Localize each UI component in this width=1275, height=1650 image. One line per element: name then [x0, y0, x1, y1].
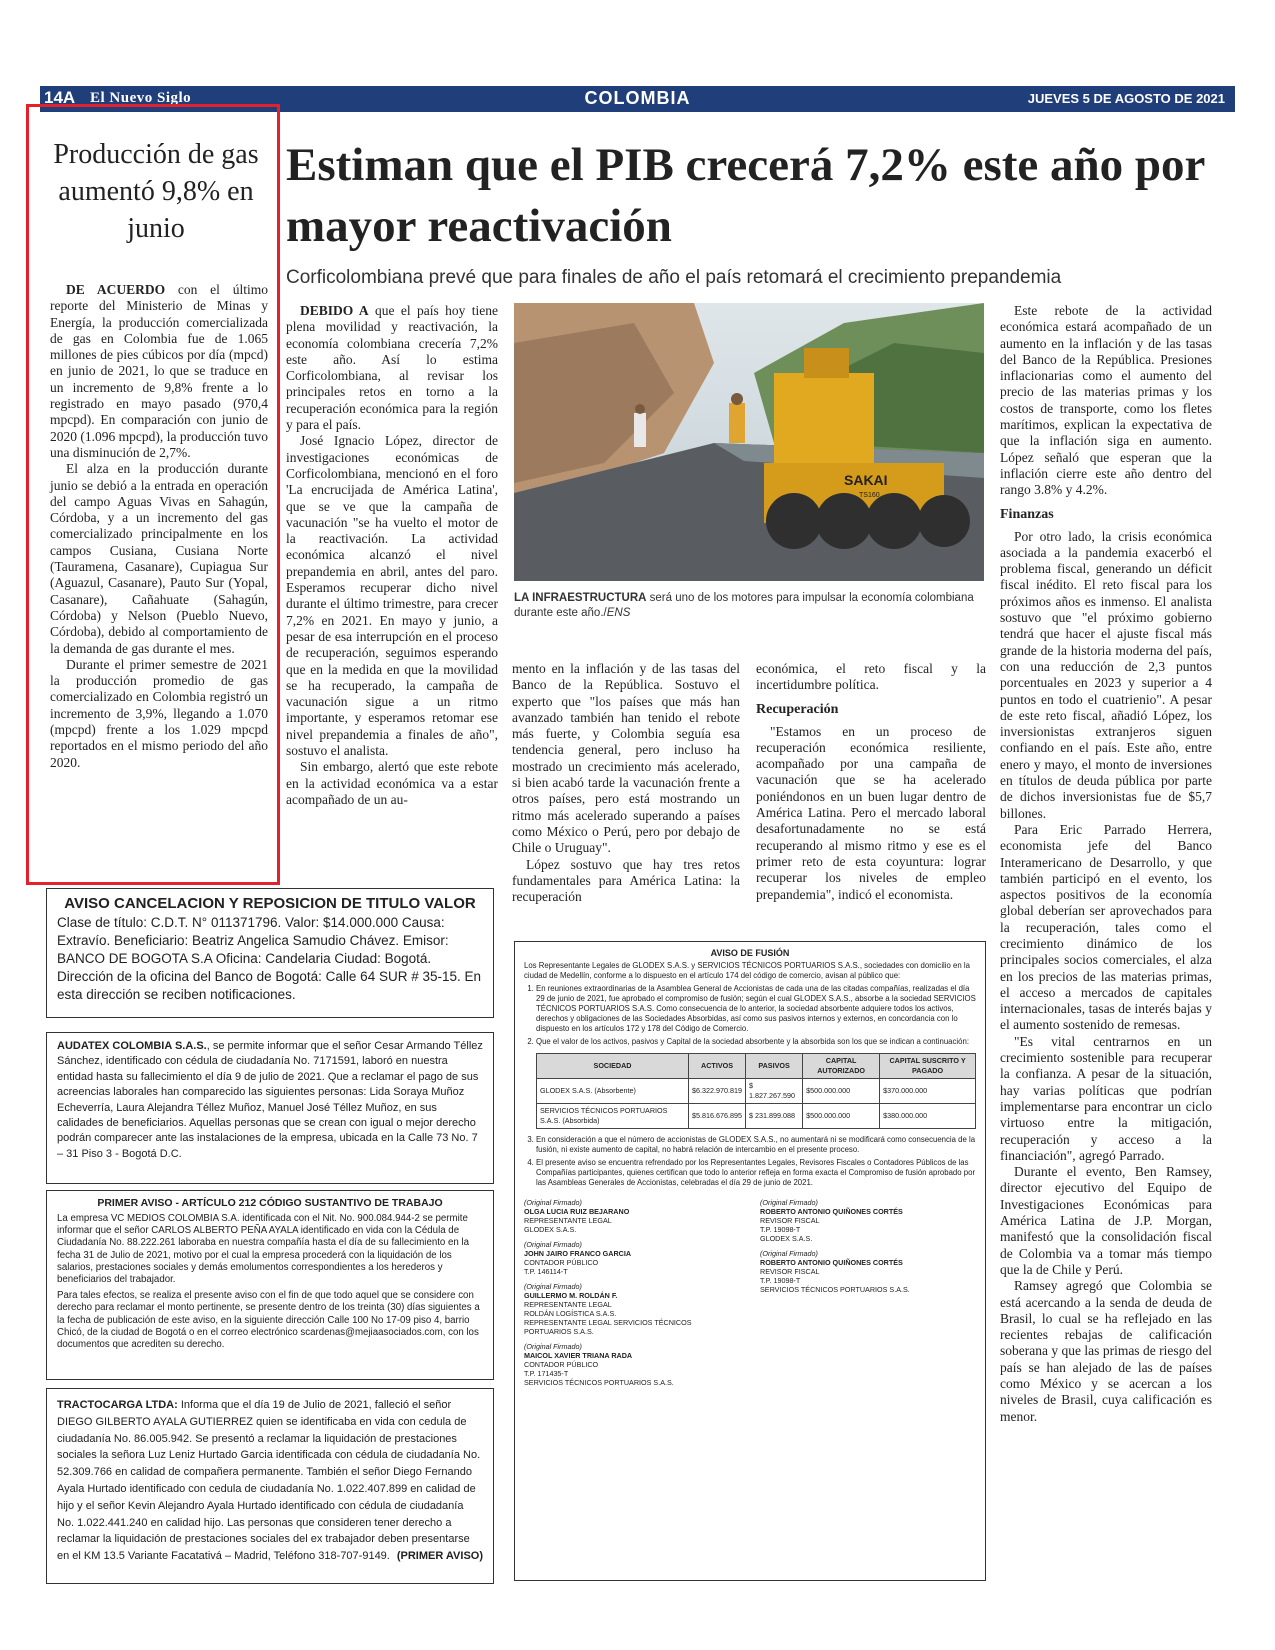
labor-code-notice — [46, 1190, 494, 1380]
table-cell: $6.322.970.819 — [689, 1079, 746, 1104]
article-column-2 — [512, 661, 740, 905]
signature-line: GLODEX S.A.S. — [760, 1234, 813, 1243]
table-header-row — [537, 1054, 976, 1079]
table-header-cell: CAPITAL SUSCRITO Y PAGADO — [880, 1054, 976, 1079]
signature-line: (Original Firmado) — [760, 1198, 818, 1207]
article-column-3 — [756, 661, 986, 903]
signature-line: ROLDÁN LOGÍSTICA S.A.S. — [524, 1309, 617, 1318]
signature-line: (Original Firmado) — [524, 1240, 582, 1249]
article-column-1 — [286, 303, 498, 808]
notice-paragraph: La empresa VC MEDIOS COLOMBIA S.A. identificada con el Nit. No. 900.084.944-2 se permite informar que el señor CARLOS ALBERTO PEÑA AYALA identificado en vida con la Cédula de Ciudadanía No. 88.222.261 laboraba en nuestra compañía hasta el día de su fallecimiento en la fecha 31 de Julio de 2021, motivo por el cual la empresa procederá con la liquidación de los salarios, prestaciones sociales y demás emolumentos correspondientes a los herederos y beneficiarios del trabajador. — [57, 1213, 470, 1286]
notice-list — [536, 984, 976, 1188]
section-name: COLOMBIA — [584, 88, 691, 108]
article-paragraph: Por otro lado, la crisis económica asociada a la pandemia exacerbó el problema fiscal, generando un déficit fiscal inédito. El reto fiscal para los próximos años es inmenso. El analista sostuvo que "el próximo gobierno tendrá que hacer el ajuste fiscal más grande de la historia moderna del país, con una reducción de 2,3 puntos porcentuales en 2023 y superior a 4 puntos en todo el cuatrienio". A pesar de este reto fiscal, añadió López, los inversionistas extranjeros siguen confiando en el país. Este año, entre enero y mayo, el monto de inversiones en títulos de deuda pública por parte de dichos inversionistas fue de $5,7 billones. — [1000, 528, 1212, 821]
issue-date: JUEVES 5 DE AGOSTO DE 2021 — [1027, 91, 1225, 106]
signature-line: GLODEX S.A.S. — [524, 1225, 577, 1234]
notice-item: 4. El presente aviso se encuentra refrendado por los Representantes Legales, Revisores Fiscales o Contadores Públicos de las Compañías participantes, quienes certifican que todo lo anterior refleja en forma exacta el Compromiso de fusión aprobado por las Asambleas Generales de Accionistas, celebradas el día 29 de junio de 2021. — [536, 1158, 976, 1188]
table-cell: GLODEX S.A.S. (Absorbente) — [537, 1079, 689, 1104]
signature-column-right — [760, 1198, 976, 1393]
signature-line: REPRESENTANTE LEGAL — [524, 1300, 612, 1309]
main-headline: Estiman que el PIB crecerá 7,2% este año por mayor reactivación — [286, 139, 1205, 252]
signature-block — [760, 1249, 976, 1294]
lead-caps: DE ACUERDO — [66, 282, 166, 297]
road-roller-photo — [514, 303, 984, 581]
signature-block — [524, 1240, 740, 1276]
table-row — [537, 1079, 976, 1104]
signature-line: JOHN JAIRO FRANCO GARCIA — [524, 1249, 632, 1258]
gas-p1: con el último reporte del Ministerio de Minas y Energía, la producción comercializada de gas en Colombia fue de 1.065 millones de pies cúbicos por día (mpcd) en junio de 2021, lo que se traduce en un incremento de 9,8% frente a lo registrado en mayo pasado (970,4 mpcpd). En comparación con junio de 2020 (1.096 mpcpd), la producción tuvo una disminución de 2,7%. — [50, 282, 268, 460]
gas-paragraph: Durante el primer semestre de 2021 la producción promedio de gas comercializado en Colombia registró un incremento de 3,9%, llegando a 1.070 (mpcpd) frente a los 1.029 mpcpd reportados en el mismo periodo del año 2020. — [50, 656, 268, 770]
notice-item: 1. En reuniones extraordinarias de la Asamblea General de Accionistas de cada una de las citadas compañías, realizadas el día 29 de junio de 2021, fue aprobado el compromiso de fusión; según el cual GLODEX S.A.S., absorbe a la sociedad SERVICIOS TÉCNICOS PORTUARIOS S.A.S. Como consecuencia de lo anterior, la sociedad absorbente adquiere todos los activos, derechos y obligaciones de las Sociedades Absorbidas, así como sus pasivos internos y externos, en concordancia con lo dispuesto en los artículos 172 y 178 del Código de Comercio. — [536, 984, 976, 1034]
signature-line: ROBERTO ANTONIO QUIÑONES CORTÉS — [760, 1258, 903, 1267]
signature-line: T.P. 146114-T — [524, 1267, 568, 1276]
notice-item: 3. En consideración a que el número de accionistas de GLODEX S.A.S., no aumentará ni se modificará como consecuencia de la fusión, ni existe aumento de capital, no habrá relación de intercambio en el presente proceso. — [536, 1135, 976, 1155]
notice-tag: (PRIMER AVISO) — [396, 1550, 483, 1563]
article-paragraph: Ramsey agregó que Colombia se está acercando a la senda de deuda de Brasil, lo cual se ha reflejado en las recientes rebajas de calificación soberana y que las primas de riesgo del país se han alejado de las de países como México y se acercan a los niveles de Brasil, cuya calificación es menor. — [1000, 1278, 1212, 1424]
signatures — [524, 1198, 976, 1393]
article-paragraph — [286, 303, 498, 433]
merger-notice — [514, 941, 986, 1581]
subhead-finanzas: Finanzas — [1000, 506, 1054, 522]
signature-line: T.P. 171435-T — [524, 1369, 569, 1378]
notice-paragraph: Para tales efectos, se realiza el presente aviso con el fin de que todo aquel que se considere con derecho para reclamar el monto pertinente, se presente dentro de los treinta (30) días siguientes a la fecha de publicación de este aviso, en la siguiente dirección Calle 100 No 17-09 piso 4, barrio Chicó, de la ciudad de Bogotá o en el correo electrónico scardenas@mejiaasociados.com, con los documentos que acrediten su derecho. — [57, 1290, 480, 1351]
signature-line: SERVICIOS TÉCNICOS PORTUARIOS S.A.S. — [524, 1378, 674, 1387]
signature-line: (Original Firmado) — [524, 1198, 582, 1207]
publication-name: El Nuevo Siglo — [90, 90, 192, 106]
colA-p1: que el país hoy tiene plena movilidad y reactivación, la economía colombiana crecería 7,2% este año. Así lo estima Corficolombiana, al revisar los principales retos en torno a la recuperación económica para la región y para el país. — [286, 303, 498, 433]
article-paragraph: mento en la inflación y de las tasas del Banco de la República. Sostuvo el experto que "los países que más han avanzado también han tenido el rebote más fuerte, y Colombia seguía esa tendencia general, pero incluso ha mostrado un crecimiento más acelerado, si bien acabó tarde la vacunación frente a otros países, pero está mostrando un ritmo más acelerado superando a países como México o Perú, pero por debajo de Chile o Uruguay". — [512, 661, 740, 856]
notice-item-text: Que el valor de los activos, pasivos y Capital de la sociedad absorbente y la absorbida son los que se indican a continuación: — [536, 1037, 969, 1046]
page-number: 14A — [44, 88, 76, 107]
table-cell: $370.000.000 — [880, 1079, 976, 1104]
signature-line: ROBERTO ANTONIO QUIÑONES CORTÉS — [760, 1207, 903, 1216]
signature-block — [524, 1198, 740, 1234]
table-header-cell: CAPITAL AUTORIZADO — [803, 1054, 880, 1079]
notice-title: PRIMER AVISO - ARTÍCULO 212 CÓDIGO SUSTANTIVO DE TRABAJO — [97, 1197, 443, 1209]
article-paragraph: Sin embargo, alertó que este rebote en la actividad económica va a estar acompañado de un au- — [286, 759, 498, 807]
caption-caps: LA INFRAESTRUCTURA — [514, 592, 647, 604]
article-paragraph: Este rebote de la actividad económica estará acompañado de un aumento en la inflación y de las tasas del Banco de la República. Presiones inflacionarias como el aumento del precio de las materias primas y los costos de transporte, como los fletes marítimos, explican la expectativa de que la inflación siga en aumento. López señaló que esperan que la inflación cierre este año dentro del rango 3.8% y 4.2%. — [1000, 303, 1212, 498]
notice-title: AVISO CANCELACION Y REPOSICION DE TITULO VALOR — [64, 895, 476, 912]
table-cell: $500.000.000 — [803, 1104, 880, 1129]
article-paragraph: "Estamos en un proceso de recuperación económica resiliente, acompañado por una campaña de vacunación que se ha acelerado poniéndonos en un buen lugar dentro de América Latina. Pero el mercado laboral desafortunadamente no se está recuperando al mismo ritmo y ese es el primer reto de esta coyuntura: lograr recuperar los niveles de empleo prepandemia", indicó el economista. — [756, 723, 986, 902]
signature-line: REPRESENTANTE LEGAL — [524, 1216, 612, 1225]
notice-body: Informa que el día 19 de Julio de 2021, falleció el señor DIEGO GILBERTO AYALA GUTIERREZ quien se identificaba en vida con cedula de ciudadanía No. 86.005.942. Se presentó a reclamar la liquidación de prestaciones sociales la señora Luz Leniz Hurtado Garcia identificada con cédula de ciudadanía No. 52.309.766 en calidad de compañera permanente. También el señor Diego Fernando Ayala Hurtado identificado con cedula de ciudadanía No. 1.022.407.899 en calidad de hijo y el señor Kevin Alejandro Ayala Hurtado identificado con cédula de ciudadanía No. 1.022.441.240 en calidad hijo. Las personas que consideren tener derecho a reclamar la liquidación de prestaciones sociales del ex trabajador deben presentarse en el KM 13.5 Variante Facatativá – Madrid, Teléfono 318-707-9149. — [57, 1399, 481, 1563]
signature-line: GUILLERMO M. ROLDÁN F. — [524, 1291, 618, 1300]
notice-company: AUDATEX COLOMBIA S.A.S. — [57, 1040, 207, 1052]
signature-block — [760, 1198, 976, 1243]
table-header-cell: SOCIEDAD — [537, 1054, 689, 1079]
caption-text: será uno de los motores para impulsar la economía colombiana durante este año./ — [514, 592, 974, 619]
signature-line: REPRESENTANTE LEGAL SERVICIOS TÉCNICOS PORTUARIOS S.A.S. — [524, 1318, 692, 1336]
signature-line: T.P. 19098-T — [760, 1276, 801, 1285]
signature-line: (Original Firmado) — [760, 1249, 818, 1258]
signature-column-left — [524, 1198, 740, 1393]
signature-line: CONTADOR PÚBLICO — [524, 1258, 599, 1267]
signature-line: (Original Firmado) — [524, 1342, 582, 1351]
table-body — [537, 1079, 976, 1129]
main-subheadline: Corficolombiana prevé que para finales de año el país retomará el crecimiento prepandemia — [286, 267, 1062, 288]
notice-company: TRACTOCARGA LTDA: — [57, 1399, 178, 1411]
signature-line: SERVICIOS TÉCNICOS PORTUARIOS S.A.S. — [760, 1285, 910, 1294]
article-paragraph: Para Eric Parrado Herrera, economista jefe del Banco Interamericano de Desarrollo, y que también participó en el evento, los aspectos positivos de la economía global deberían ser aprovechados para la recuperación, tales como el crecimiento dinámico de los principales socios comerciales, el alza en los precios de las materias primas, el acceso a mercados de capitales internacionales, tasas de interés bajas y el aumento sostenido de remesas. — [1000, 821, 1212, 1033]
subhead-recuperacion: Recuperación — [756, 701, 839, 717]
signature-block — [524, 1342, 740, 1387]
article-paragraph: económica, el reto fiscal y la incertidumbre política. — [756, 661, 986, 693]
gas-story-title: Producción de gas aumentó 9,8% en junio — [53, 139, 259, 244]
article-column-4 — [1000, 303, 1212, 1425]
audatex-notice — [46, 1032, 494, 1184]
table-header-cell: PASIVOS — [746, 1054, 803, 1079]
article-paragraph: López sostuvo que hay tres retos fundamentales para América Latina: la recuperación — [512, 856, 740, 905]
merger-table — [536, 1053, 976, 1129]
notice-body: Clase de título: C.D.T. N° 011371796. Valor: $14.000.000 Causa: Extravío. Beneficiario: Beatriz Angelica Samudio Chávez. Emisor: BANCO DE BOGOTA S.A Oficina: Candelaria Ciudad: Bogotá. Dirección de la oficina del Banco de Bogotá: Calle 64 SUR # 35-15. En esta dirección se reciben notificaciones. — [57, 915, 482, 1002]
notice-item — [536, 1037, 976, 1129]
tractocarga-notice — [46, 1388, 494, 1584]
gas-story-body — [50, 282, 268, 771]
machine-brand: SAKAI — [844, 472, 888, 488]
article-paragraph: José Ignacio López, director de investigaciones económicas de Corficolombiana, mencionó en el foro 'La encrucijada de América Latina', que se ve que la campaña de vacunación "se ha vuelto el motor de la reactivación. La actividad económica alcanzó el nivel prepandemia en abril, antes del paro. Esperamos recuperar dicho nivel durante el último trimestre, para crecer 7,2% en 2021. En mayo y junio, a pesar de esa interrupción en el proceso de recuperación, seguimos esperando que en la medida en que la movilidad se ha recuperado, la campaña de vacunación sigue a un ritmo importante, y esperamos retomar ese nivel prepandemia a finales de año", sostuvo el analista. — [286, 433, 498, 759]
table-cell: $ 231.899.088 — [746, 1104, 803, 1129]
gas-paragraph — [50, 282, 268, 461]
title-cancellation-notice — [46, 888, 494, 1018]
signature-line: REVISOR FISCAL — [760, 1216, 820, 1225]
machine-model: TS160 — [859, 492, 880, 499]
signature-line: OLGA LUCIA RUIZ BEJARANO — [524, 1207, 630, 1216]
notice-title: AVISO DE FUSIÓN — [710, 948, 790, 958]
table-cell: $5.816.676.895 — [689, 1104, 746, 1129]
gas-paragraph: El alza en la producción durante junio se debió a la entrada en operación del campo Aguas Vivas en Sahagún, Córdoba, y a un incremento del gas comercializado principalmente en los campos Cusiana, Cusiana Norte (Tauramena, Casanare), Cupiagua Sur (Aguazul, Casanare), Pauto Sur (Yopal, Casanare), Cañahuate (Sahagún, Córdoba) y Nelson (Pueblo Nuevo, Córdoba), debido al comportamiento de la demanda de gas durante el mes. — [50, 461, 268, 656]
photo-caption — [514, 591, 984, 621]
signature-line: REVISOR FISCAL — [760, 1267, 820, 1276]
table-cell: $380.000.000 — [880, 1104, 976, 1129]
signature-line: CONTADOR PÚBLICO — [524, 1360, 599, 1369]
table-header-cell: ACTIVOS — [689, 1054, 746, 1079]
table-row — [537, 1104, 976, 1129]
table-cell: SERVICIOS TÉCNICOS PORTUARIOS S.A.S. (Absorbida) — [537, 1104, 689, 1129]
article-paragraph: "Es vital centrarnos en un crecimiento sostenible para recuperar la confianza. A pesar de la situación, hay varias políticas que podrían implementarse para encontrar un ciclo virtuoso entre la mitigación, recuperación y acceso a la financiación", agregó Parrado. — [1000, 1033, 1212, 1163]
signature-line: MAICOL XAVIER TRIANA RADA — [524, 1351, 633, 1360]
article-paragraph: Durante el evento, Ben Ramsey, director ejecutivo del Equipo de Investigaciones Económicas para América Latina de J.P. Morgan, manifestó que la consolidación fiscal de Colombia va a tomar más tiempo que la de Chile y Perú. — [1000, 1164, 1212, 1277]
table-cell: $500.000.000 — [803, 1079, 880, 1104]
caption-credit: ENS — [606, 607, 631, 619]
notice-body: , se permite informar que el señor Cesar Armando Téllez Sánchez, identificado con cédula de ciudadanía No. 7171591, laboró en nuestra entidad hasta su fallecimiento el día 9 de julio de 2021. Que a reclamar el pago de sus acreencias laborales han comparecido las siguientes personas: Lida Soraya Muñoz Echeverría, Laura Alejandra Téllez Muñoz, Manuel José Téllez Muñoz, en sus calidades de beneficiarios. Aquellas personas que se crean con igual o mejor derecho podrán comparecer ante las instalaciones de la empresa, ubicada en la Calle 73 No. 7 – 31 Piso 3 - Bogotá D.C. — [57, 1040, 483, 1160]
signature-block — [524, 1282, 740, 1336]
lead-caps: DEBIDO A — [300, 303, 369, 318]
signature-line: (Original Firmado) — [524, 1282, 582, 1291]
notice-intro: Los Representante Legales de GLODEX S.A.S. y SERVICIOS TÉCNICOS PORTUARIOS S.A.S., sociedades con domicilio en la ciudad de Medellín, conforme a lo dispuesto en el artículo 174 del código de comercio, avisan al público que: — [524, 961, 970, 980]
signature-line: T.P. 19098-T — [760, 1225, 801, 1234]
table-cell: $ 1.827.267.590 — [746, 1079, 803, 1104]
